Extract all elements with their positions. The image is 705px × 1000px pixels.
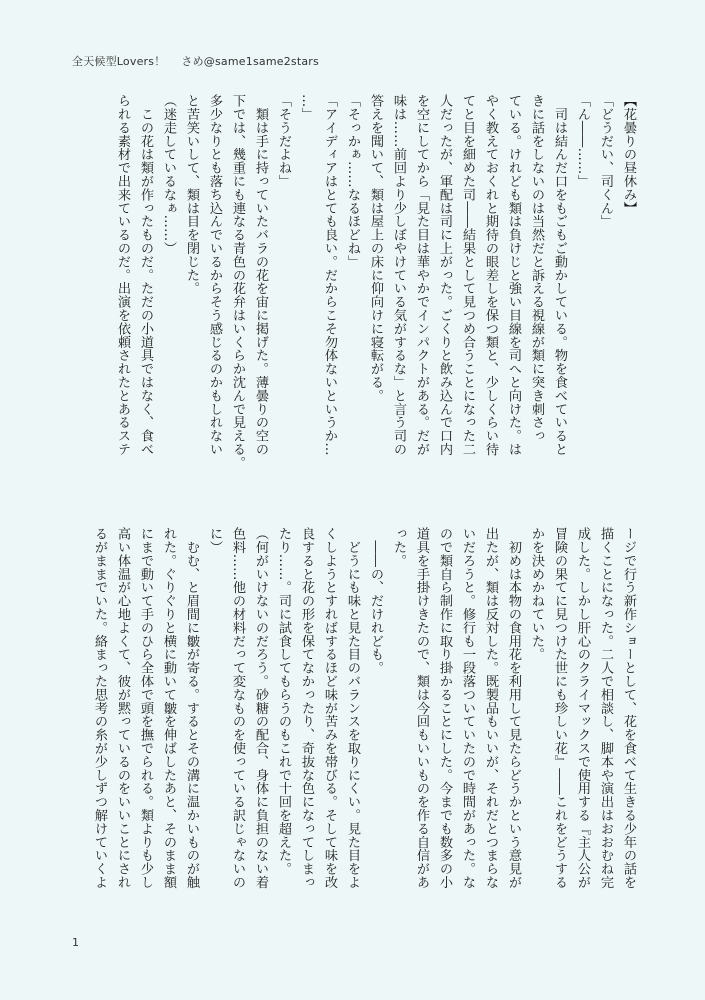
text-line: いだろうと。修行も一段落ついていたので時間があった。な bbox=[460, 527, 475, 889]
text-line: むむ、と眉間に皺が寄る。するとその溝に温かいものが触 bbox=[184, 527, 199, 889]
text-line: かを決めかねていた。 bbox=[529, 527, 544, 661]
text-line: 出たが、類は反対した。既製品もいいが、それだとつまらな bbox=[483, 527, 498, 889]
text-line: 答えを聞いて、類は屋上の床に仰向けに寝転がる。 bbox=[368, 94, 383, 403]
text-line: 下では、幾重にも連なる青色の花弁はいくらか沈んで見える。 bbox=[230, 94, 245, 470]
text-line: 冒険の果てに見つけた世にも珍しい花』――これをどうする bbox=[552, 527, 567, 889]
text-line: 味は……前回より少しぼやけている気がするな」と言う司の bbox=[391, 94, 406, 456]
text-line: 司は結んだ口をもごもご動かしている。物を食べていると bbox=[552, 94, 567, 456]
text-line: 描くことになった。二人で相談し、脚本や演出はおおむね完 bbox=[598, 527, 613, 889]
page-header bbox=[72, 53, 319, 69]
text-line: （迷走しているなぁ……） bbox=[161, 94, 176, 255]
text-line: 【花曇りの昼休み】 bbox=[621, 94, 636, 215]
text-line: 多少なりとも落ち込んでいるからそう感じるのかもしれない bbox=[207, 94, 222, 456]
text-line: ので類自ら制作に取り掛かることにした。今までも数多の小 bbox=[437, 527, 452, 889]
text-line: られる素材で出来ているのだ。出演を依頼されたとあるステ bbox=[115, 94, 130, 456]
text-block-upper bbox=[80, 94, 640, 496]
text-line: れた。ぐりぐりと横に動いて皺を伸ばしたあと、そのまま額 bbox=[161, 527, 176, 889]
text-line: を空にしてから「見た目は華やかでインパクトがある。だが bbox=[414, 94, 429, 456]
text-line: 良すると花の形を保てなかったり、奇抜な色になってしまっ bbox=[299, 527, 314, 889]
text-line: 人だったが、軍配は司に上がった。ごくりと飲み込んで口内 bbox=[437, 94, 452, 456]
text-line: やく教えておくれと期待の眼差しを保つ類と、少しくらい待 bbox=[483, 94, 498, 456]
text-line: 「アイディアはとても良い。だからこそ勿体ないというか… bbox=[322, 94, 337, 456]
text-line: 成した。しかし肝心のクライマックスで使用する『主人公が bbox=[575, 527, 590, 889]
text-line: ている。けれども類は負けじと強い目線を司へと向けた。は bbox=[506, 94, 521, 456]
page-number: 1 bbox=[72, 936, 79, 949]
text-line: きに話をしないのは当然だと訴える視線が類に突き刺さっ bbox=[529, 94, 544, 443]
text-block-lower bbox=[80, 527, 640, 932]
author-handle: さめ@same1same2stars bbox=[181, 55, 319, 68]
text-line: った。 bbox=[391, 527, 406, 568]
text-line: ――の、だけれども。 bbox=[368, 527, 383, 675]
text-line: 類は手に持っていたバラの花を宙に掲げた。薄曇りの空の bbox=[253, 94, 268, 456]
text-line: に） bbox=[207, 527, 222, 554]
text-line: にまで動いて手のひら全体で頭を撫でられる。類よりも少し bbox=[138, 527, 153, 889]
book-title: 全天候型Lovers！ bbox=[72, 55, 166, 68]
text-line: たり……。司に試食してもらうのもこれで十回を超えた。 bbox=[276, 527, 291, 876]
text-line: 「そうだよね」 bbox=[276, 94, 291, 188]
text-line: てと目を細めた司――結果として見つめ合うことになった二 bbox=[460, 94, 475, 456]
text-line: 色料……他の材料だって変なものを使っている訳じゃないの bbox=[230, 527, 245, 889]
text-line: と苦笑いして、類は目を閉じた。 bbox=[184, 94, 199, 295]
text-line: どうにも味と見た目のバランスを取りにくい。見た目をよ bbox=[345, 527, 360, 889]
text-line: くしようとすればするほど味が苦みを帯びる。そして味を改 bbox=[322, 527, 337, 889]
text-line: 「ん――……」 bbox=[575, 94, 590, 188]
text-line: …」 bbox=[299, 94, 314, 121]
text-line: この花は類が作ったものだ。ただの小道具ではなく、食べ bbox=[138, 94, 153, 456]
text-line: 初めは本物の食用花を利用して見たらどうかという意見が bbox=[506, 527, 521, 889]
text-line: 「どうだい、司くん」 bbox=[598, 94, 613, 228]
text-line: 「そっかぁ……なるほどね」 bbox=[345, 94, 360, 269]
text-line: ージで行う新作ショーとして、花を食べて生きる少年の話を bbox=[621, 527, 636, 889]
text-line: るがままでいた。絡まった思考の糸が少しずつ解けていくよ bbox=[92, 527, 107, 889]
text-line: （何がいけないのだろう。砂糖の配合、身体に負担のない着 bbox=[253, 527, 268, 889]
text-line: 道具を手掛けきたので、類は今回もいいものを作る自信があ bbox=[414, 527, 429, 889]
text-line: 高い体温が心地よくて、彼が黙っているのをいいことにされ bbox=[115, 527, 130, 889]
